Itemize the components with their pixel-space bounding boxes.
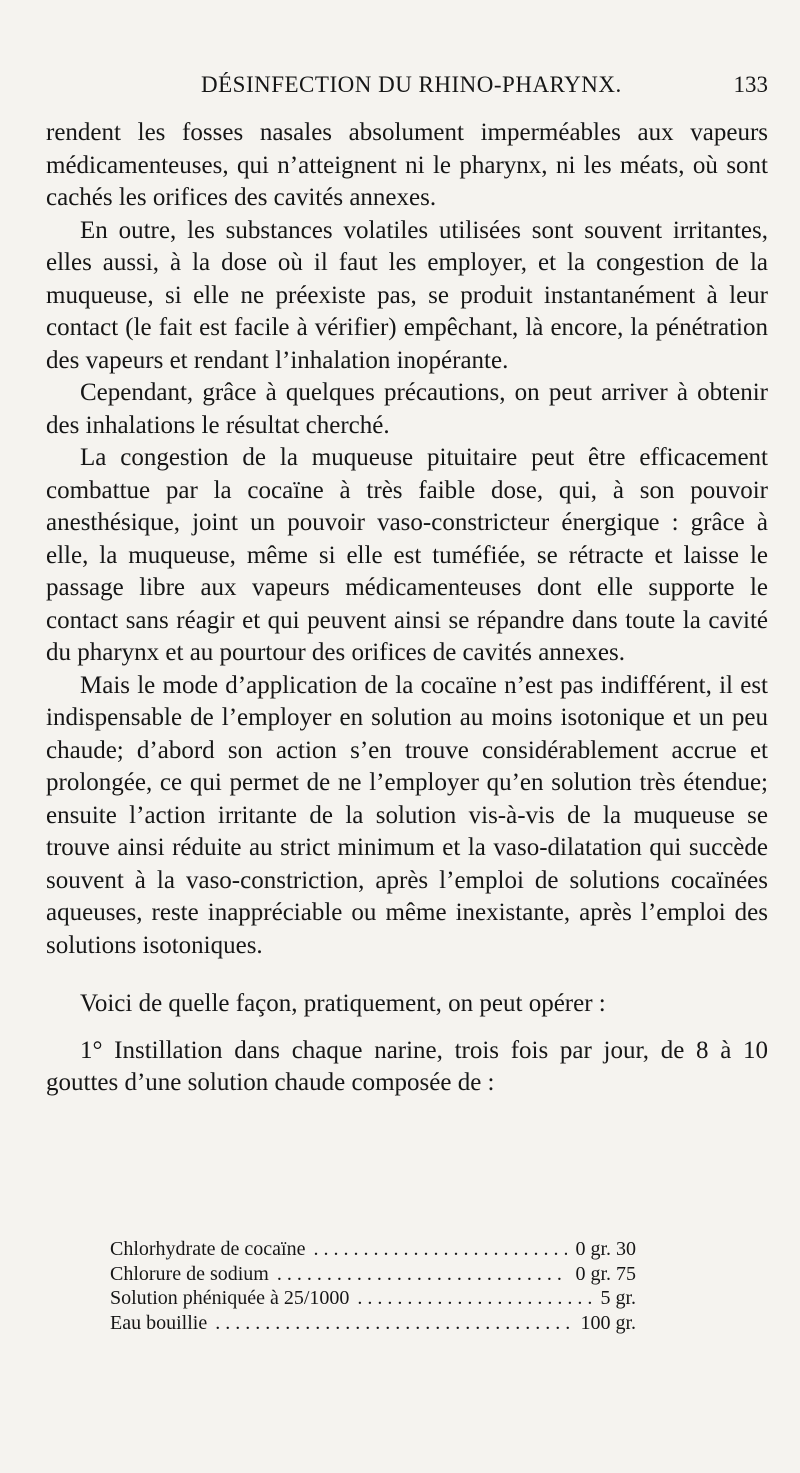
- paragraph-procedure-intro: Voici de quelle façon, pratiquement, on peut opérer :: [80, 990, 606, 1017]
- page-number: 133: [733, 72, 768, 97]
- formula-ingredient: Eau bouillie: [110, 1311, 208, 1334]
- body-text: [46, 117, 768, 1100]
- dot-leader: [313, 1237, 567, 1262]
- formula-quantity: 5 gr.: [600, 1287, 636, 1309]
- paragraph-precautions: Cependant, grâce à quelques précautions, on peut arriver à obtenir des inhalations le résultat cherché.: [46, 379, 768, 439]
- dot-leader: [357, 1286, 592, 1311]
- paragraph-cocaine: La congestion de la muqueuse pituitaire peut être efficacement combattue par la cocaïne à très faible dose, qui, à son pouvoir anesthésique, joint un pouvoir vaso-constricteur énergique : grâce à elle, la muqueuse, même si elle est tuméfiée, se rétracte et laisse le passage libre aux vapeurs médicamenteuses dont elle supporte le contact sans réagir et qui peuvent ainsi se répandre dans toute la cavité du pharynx et au pourtour des orifices de cavités annexes.: [46, 444, 768, 666]
- page-header: [46, 72, 768, 106]
- paragraph-irritation: En outre, les substances volatiles utilisées sont souvent irritantes, elles aussi, à la dose où il faut les employer, et la congestion de la muqueuse, si elle ne préexiste pas, se produit instantanément à leur contact (le fait est facile à vérifier) empêchant, là encore, la pénétration des vapeurs et rendant l’inhalation inopérante.: [46, 216, 768, 374]
- formula-quantity: 0 gr. 75: [575, 1262, 636, 1285]
- dot-leader: [277, 1262, 568, 1287]
- formula-row: [110, 1286, 636, 1311]
- formula-ingredient: Chlorhydrate de cocaïne: [110, 1238, 306, 1260]
- formula-list: [110, 1237, 636, 1335]
- paragraph-application: Mais le mode d’application de la cocaïne n’est pas indifférent, il est indispensable de l’employer en solution au moins isotonique et un peu chaude; d’abord son action s’en trouve considérablement accrue et prolongée, ce qui permet de ne l’employer qu’en solution très étendue; ensuite l’action irritante de la solution vis-à-vis de la muqueuse se trouve ainsi réduite au strict minimum et la vaso-dilatation qui succède souvent à la vaso-constriction, après l’emploi de solutions cocaïnées aqueuses, reste inappréciable ou même inexistante, après l’emploi des solutions isotoniques.: [46, 671, 768, 959]
- formula-quantity: 100 gr.: [580, 1311, 636, 1334]
- paragraph-continuation: rendent les fosses nasales absolument imperméables aux vapeurs médicamenteuses, qui n’atteignent ni le pharynx, ni les méats, où sont cachés les orifices des cavités annexes.: [46, 119, 768, 211]
- formula-quantity: 0 gr. 30: [575, 1238, 636, 1260]
- formula-row: [110, 1262, 636, 1287]
- running-head: DÉSINFECTION DU RHINO-PHARYNX.: [201, 72, 622, 97]
- paragraph-instillation: 1° Instillation dans chaque narine, trois fois par jour, de 8 à 10 gouttes d’une solution chaude composée de :: [46, 1036, 768, 1096]
- formula-ingredient: Solution phéniquée à 25/1000: [110, 1287, 350, 1309]
- formula-ingredient: Chlorure de sodium: [110, 1262, 269, 1285]
- formula-row: [110, 1311, 636, 1336]
- formula-row: [110, 1237, 636, 1262]
- dot-leader: [215, 1311, 572, 1336]
